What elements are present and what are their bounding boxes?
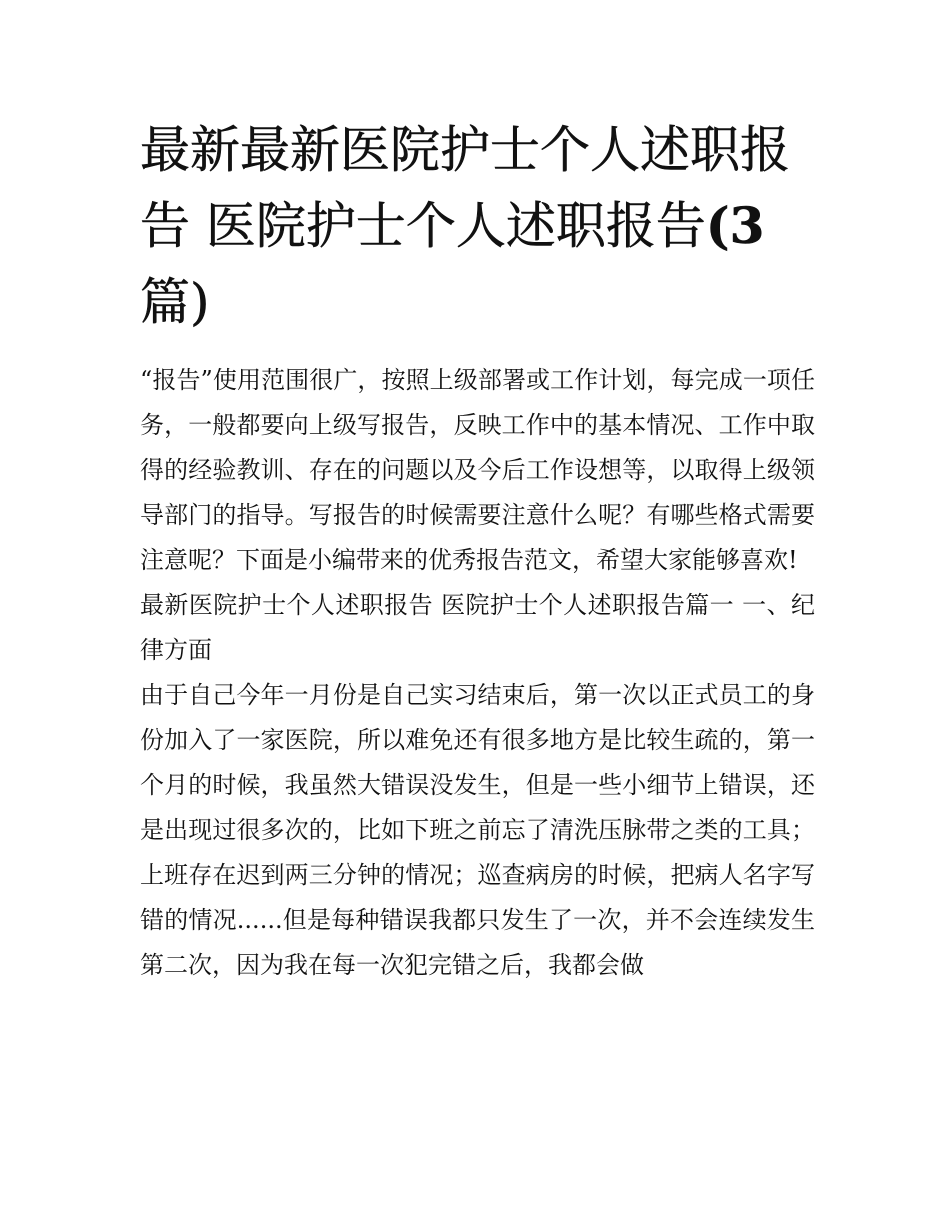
body-paragraph: 由于自己今年一月份是自己实习结束后，第一次以正式员工的身份加入了一家医院，所以难免还有很多地方是比较生疏的，第一个月的时候，我虽然大错误没发生，但是一些小细节上错误，还是出现过很多次的，比如下班之前忘了清洗压脉带之类的工具；上班存在迟到两三分钟的情况；巡查病房的时候，把病人名字写错的情况......但是每种错误我都只发生了一次，并不会连续发生第二次，因为我在每一次犯完错之后，我都会做: [140, 681, 815, 979]
title-text-count: (3: [705, 196, 765, 255]
section-heading-paragraph: 最新医院护士个人述职报告 医院护士个人述职报告篇一 一、纪律方面: [140, 591, 815, 664]
title-text-main: 最新最新医院护士个人述职报告 医院护士个人述职报告: [140, 121, 790, 255]
document-title: [140, 112, 815, 340]
intro-paragraph: “报告”使用范围很广，按照上级部署或工作计划，每完成一项任务，一般都要向上级写报告，反映工作中的基本情况、工作中取得的经验教训、存在的问题以及今后工作设想等，以取得上级领导部门的指导。写报告的时候需要注意什么呢？有哪些格式需要注意呢？下面是小编带来的优秀报告范文，希望大家能够喜欢!: [140, 366, 815, 574]
document-page: [140, 112, 815, 988]
title-text-end: 篇): [140, 273, 210, 331]
